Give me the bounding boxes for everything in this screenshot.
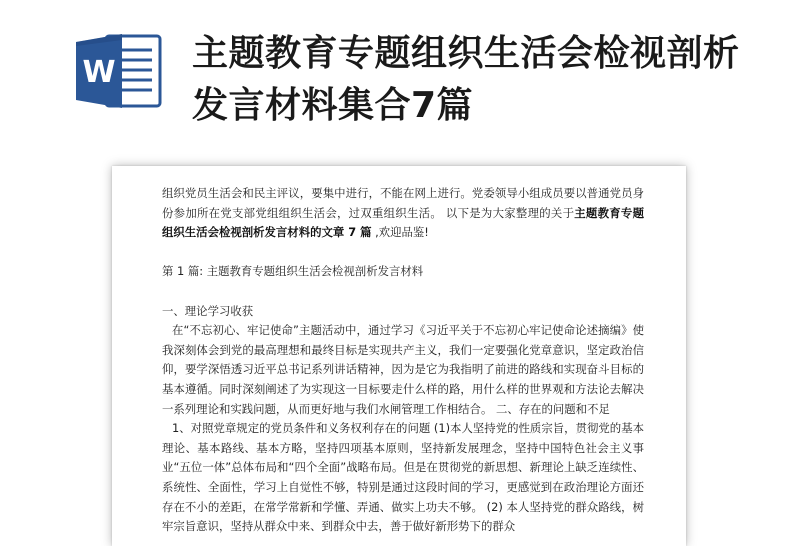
- page-title: 主题教育专题组织生活会检视剖析发言材料集合7篇: [192, 33, 740, 126]
- intro-paragraph: [162, 184, 644, 243]
- document-page: [112, 166, 686, 546]
- document-body: [162, 184, 644, 537]
- intro-end-text: ,欢迎品鉴!: [371, 225, 429, 240]
- word-icon-letter: W: [82, 55, 116, 90]
- part1-heading: 一、理论学习收获: [162, 303, 254, 318]
- intro-text: 组织党员生活会和民主评议，要集中进行，不能在网上进行。党委领导小组成员要以普通党员身份参加所在党支部党组组织生活会，过双重组织生活。 以下是为大家整理的关于: [162, 186, 644, 220]
- section-heading: 第 1 篇: 主题教育专题组织生活会检视剖析发言材料: [162, 264, 424, 279]
- header: [0, 0, 800, 160]
- word-document-icon: [72, 30, 164, 112]
- part1-body: 在“不忘初心、牢记使命”主题活动中，通过学习《习近平关于不忘初心牢记使命论述摘编》使我深刻体会到党的最高理想和最终目标是实现共产主义，我们一定要强化党章意识，坚定政治信仰，要学深悟透习近平总书记系列讲话精神，因为是它为我指明了前进的路线和实现奋斗目标的基本遵循。同时深刻阐述了为实现这一目标要走什么样的路，用什么样的世界观和方法论去解决一系列理论和实践问题，从而更好地与我们水闸管理工作相结合。 二、存在的问题和不足: [162, 323, 644, 416]
- part2-body: 1、对照党章规定的党员条件和义务权利存在的问题 (1)本人坚持党的性质宗旨，贯彻党的基本理论、基本路线、基本方略，坚持四项基本原则，坚持新发展理念，坚持中国特色社会主义事业“五位一体”总体布局和“四个全面”战略布局。但是在贯彻党的新思想、新理论上缺乏连续性、系统性、全面性，学习上自觉性不够，特别是通过这段时间的学习，更感觉到在政治理论方面还存在不小的差距，在常学常新和学懂、弄通、做实上功夫不够。 (2) 本人坚持党的群众路线，树牢宗旨意识，坚持从群众中来、到群众中去，善于做好新形势下的群众: [162, 421, 644, 534]
- intro-bold-text: 主题教育专题组织生活会检视剖析发言材料的文章 7 篇: [162, 205, 644, 240]
